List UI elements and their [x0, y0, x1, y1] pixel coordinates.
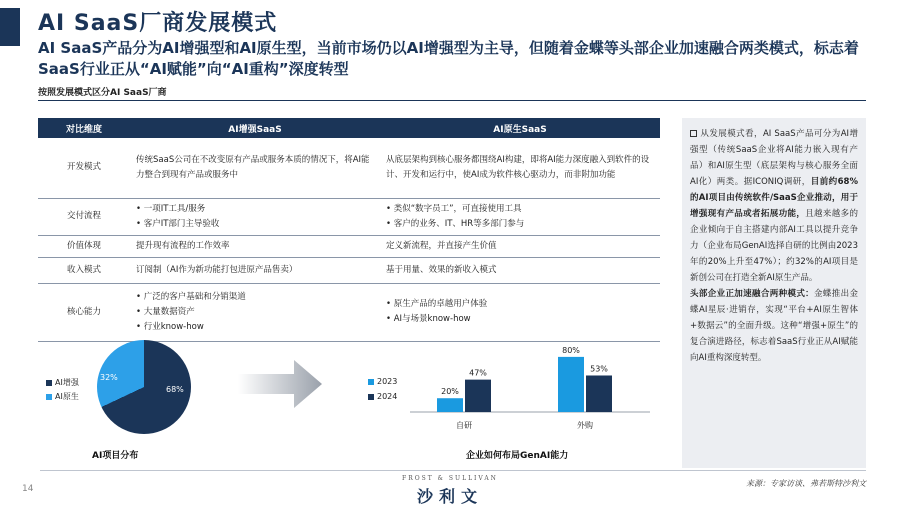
table-header-native: AI原生SaaS — [380, 118, 660, 138]
pie-slice-label-native: 32% — [100, 373, 118, 382]
table-row — [38, 198, 660, 235]
brand-wordmark: FROST & SULLIVAN — [402, 475, 498, 482]
legend-swatch — [368, 379, 374, 385]
table-row — [38, 283, 660, 341]
legend-label: AI增强 — [55, 378, 79, 387]
insight-text: 金蝶推出金蝶AI星辰·进销存，实现“平台+AI原生智体+数据云”的全面升级。这种“增强+原生”的复合演进路径，标志着SaaS行业正从AI赋能向AI重构深度转型。 — [690, 289, 858, 363]
list-item: • 大量数据资产 — [136, 305, 374, 320]
insight-paragraph — [690, 126, 858, 286]
row-dimension: 核心能力 — [38, 283, 130, 341]
comparison-table — [38, 118, 660, 342]
table-header-dim: 对比维度 — [38, 118, 130, 138]
legend-swatch — [46, 394, 52, 400]
brand-logo: 沙利文 — [416, 487, 483, 506]
row-enhanced-list — [130, 283, 380, 341]
section-label: 按照发展模式区分AI SaaS厂商 — [38, 88, 167, 98]
page-subtitle: AI SaaS产品分为AI增强型和AI原生型，当前市场仍以AI增强型为主导，但随着金蝶等头部企业加速融合两类模式，标志着SaaS行业正从“AI赋能”向“AI重构”深度转型 — [38, 39, 859, 78]
bar-category-label: 外购 — [577, 421, 593, 430]
bar-data-label: 53% — [590, 364, 608, 374]
row-enhanced-text: 提升现有流程的工作效率 — [130, 235, 380, 257]
row-dimension: 开发模式 — [38, 138, 130, 198]
bar-data-label: 20% — [441, 387, 459, 397]
bar-data-label: 80% — [562, 345, 580, 355]
row-dimension: 价值体现 — [38, 235, 130, 257]
list-item: • 广泛的客户基础和分销渠道 — [136, 290, 374, 305]
table-header-row — [38, 118, 660, 138]
page-number: 14 — [22, 484, 34, 494]
section-divider — [38, 100, 866, 101]
bar-data-label: 47% — [469, 368, 487, 378]
insight-sidebar — [682, 118, 866, 468]
list-item: • 一项IT工具/服务 — [136, 202, 374, 217]
pie-slice-label-enhanced: 68% — [166, 385, 184, 394]
pie-legend-item-enhanced — [46, 377, 79, 388]
title-accent-bar — [0, 8, 20, 46]
bar-legend-item-2024 — [368, 392, 397, 401]
bar-legend-item-2023 — [368, 377, 397, 386]
list-item: • 行业know-how — [136, 320, 374, 335]
footer-divider — [40, 470, 866, 471]
legend-label: 2024 — [377, 392, 398, 401]
legend-swatch — [46, 380, 52, 386]
insight-highlight: 目前约68%的AI项目由传统软件/SaaS企业推动，用于增强现有产品或者拓展功能， — [690, 177, 858, 219]
checkbox-bullet-icon — [690, 130, 697, 137]
pie-chart-title: AI项目分布 — [92, 451, 139, 461]
flow-arrow-icon — [238, 358, 322, 410]
legend-swatch — [368, 394, 374, 400]
list-item: • 原生产品的卓越用户体验 — [386, 297, 654, 312]
pie-legend-item-native — [46, 391, 79, 402]
row-enhanced-list — [130, 198, 380, 235]
list-item: • 客户的业务、IT、HR等多部门参与 — [386, 217, 654, 232]
list-item: • 客户IT部门主导验收 — [136, 217, 374, 232]
row-native-text: 基于用量、效果的新收入模式 — [380, 257, 660, 283]
insight-text: 从发展模式看，AI SaaS产品可分为AI增强型（传统SaaS企业将AI能力嵌入现有产品）和AI原生型（底层架构与核心服务全面AI化）两类。据ICONIQ调研， — [690, 129, 858, 187]
page-title: AI SaaS厂商发展模式 — [38, 11, 278, 36]
bar-自研-2024 — [465, 380, 491, 412]
row-dimension: 交付流程 — [38, 198, 130, 235]
legend-label: AI原生 — [55, 392, 79, 401]
bar-category-label: 自研 — [456, 421, 472, 430]
table-row — [38, 257, 660, 283]
bar-自研-2023 — [437, 398, 463, 412]
row-enhanced-text: 传统SaaS公司在不改变原有产品或服务本质的情况下，将AI能力整合到现有产品或服务中 — [130, 138, 380, 198]
row-native-text: 定义新流程，并直接产生价值 — [380, 235, 660, 257]
row-native-list — [380, 198, 660, 235]
list-item: • AI与场景know-how — [386, 312, 654, 327]
table-header-enhanced: AI增强SaaS — [130, 118, 380, 138]
table-row — [38, 138, 660, 198]
row-enhanced-text: 订阅制（AI作为新功能打包进原产品售卖） — [130, 257, 380, 283]
row-dimension: 收入模式 — [38, 257, 130, 283]
bar-外购-2024 — [586, 375, 612, 412]
bar-外购-2023 — [558, 357, 584, 412]
insight-highlight: 头部企业正加速融合两种模式： — [690, 289, 815, 299]
insight-text: 且越来越多的企业倾向于自主搭建内部AI工具以提升竞争力（企业布局GenAI选择自研的比例由2023年的20%上升至47%）；约32%的AI项目是新创公司在打造全新AI原生产品。 — [690, 209, 858, 283]
table-row — [38, 235, 660, 257]
bar-chart-title: 企业如何布局GenAI能力 — [466, 451, 569, 461]
row-native-list — [380, 283, 660, 341]
legend-label: 2023 — [377, 377, 398, 386]
insight-paragraph — [690, 286, 858, 366]
source-note: 来源：专家访谈、弗若斯特沙利文 — [746, 479, 866, 488]
list-item: • 类似“数字员工”，可直接使用工具 — [386, 202, 654, 217]
row-native-text: 从底层架构到核心服务都围绕AI构建，即将AI能力深度融入到软件的设计、开发和运行中，使AI成为软件核心驱动力，而非附加功能 — [380, 138, 660, 198]
